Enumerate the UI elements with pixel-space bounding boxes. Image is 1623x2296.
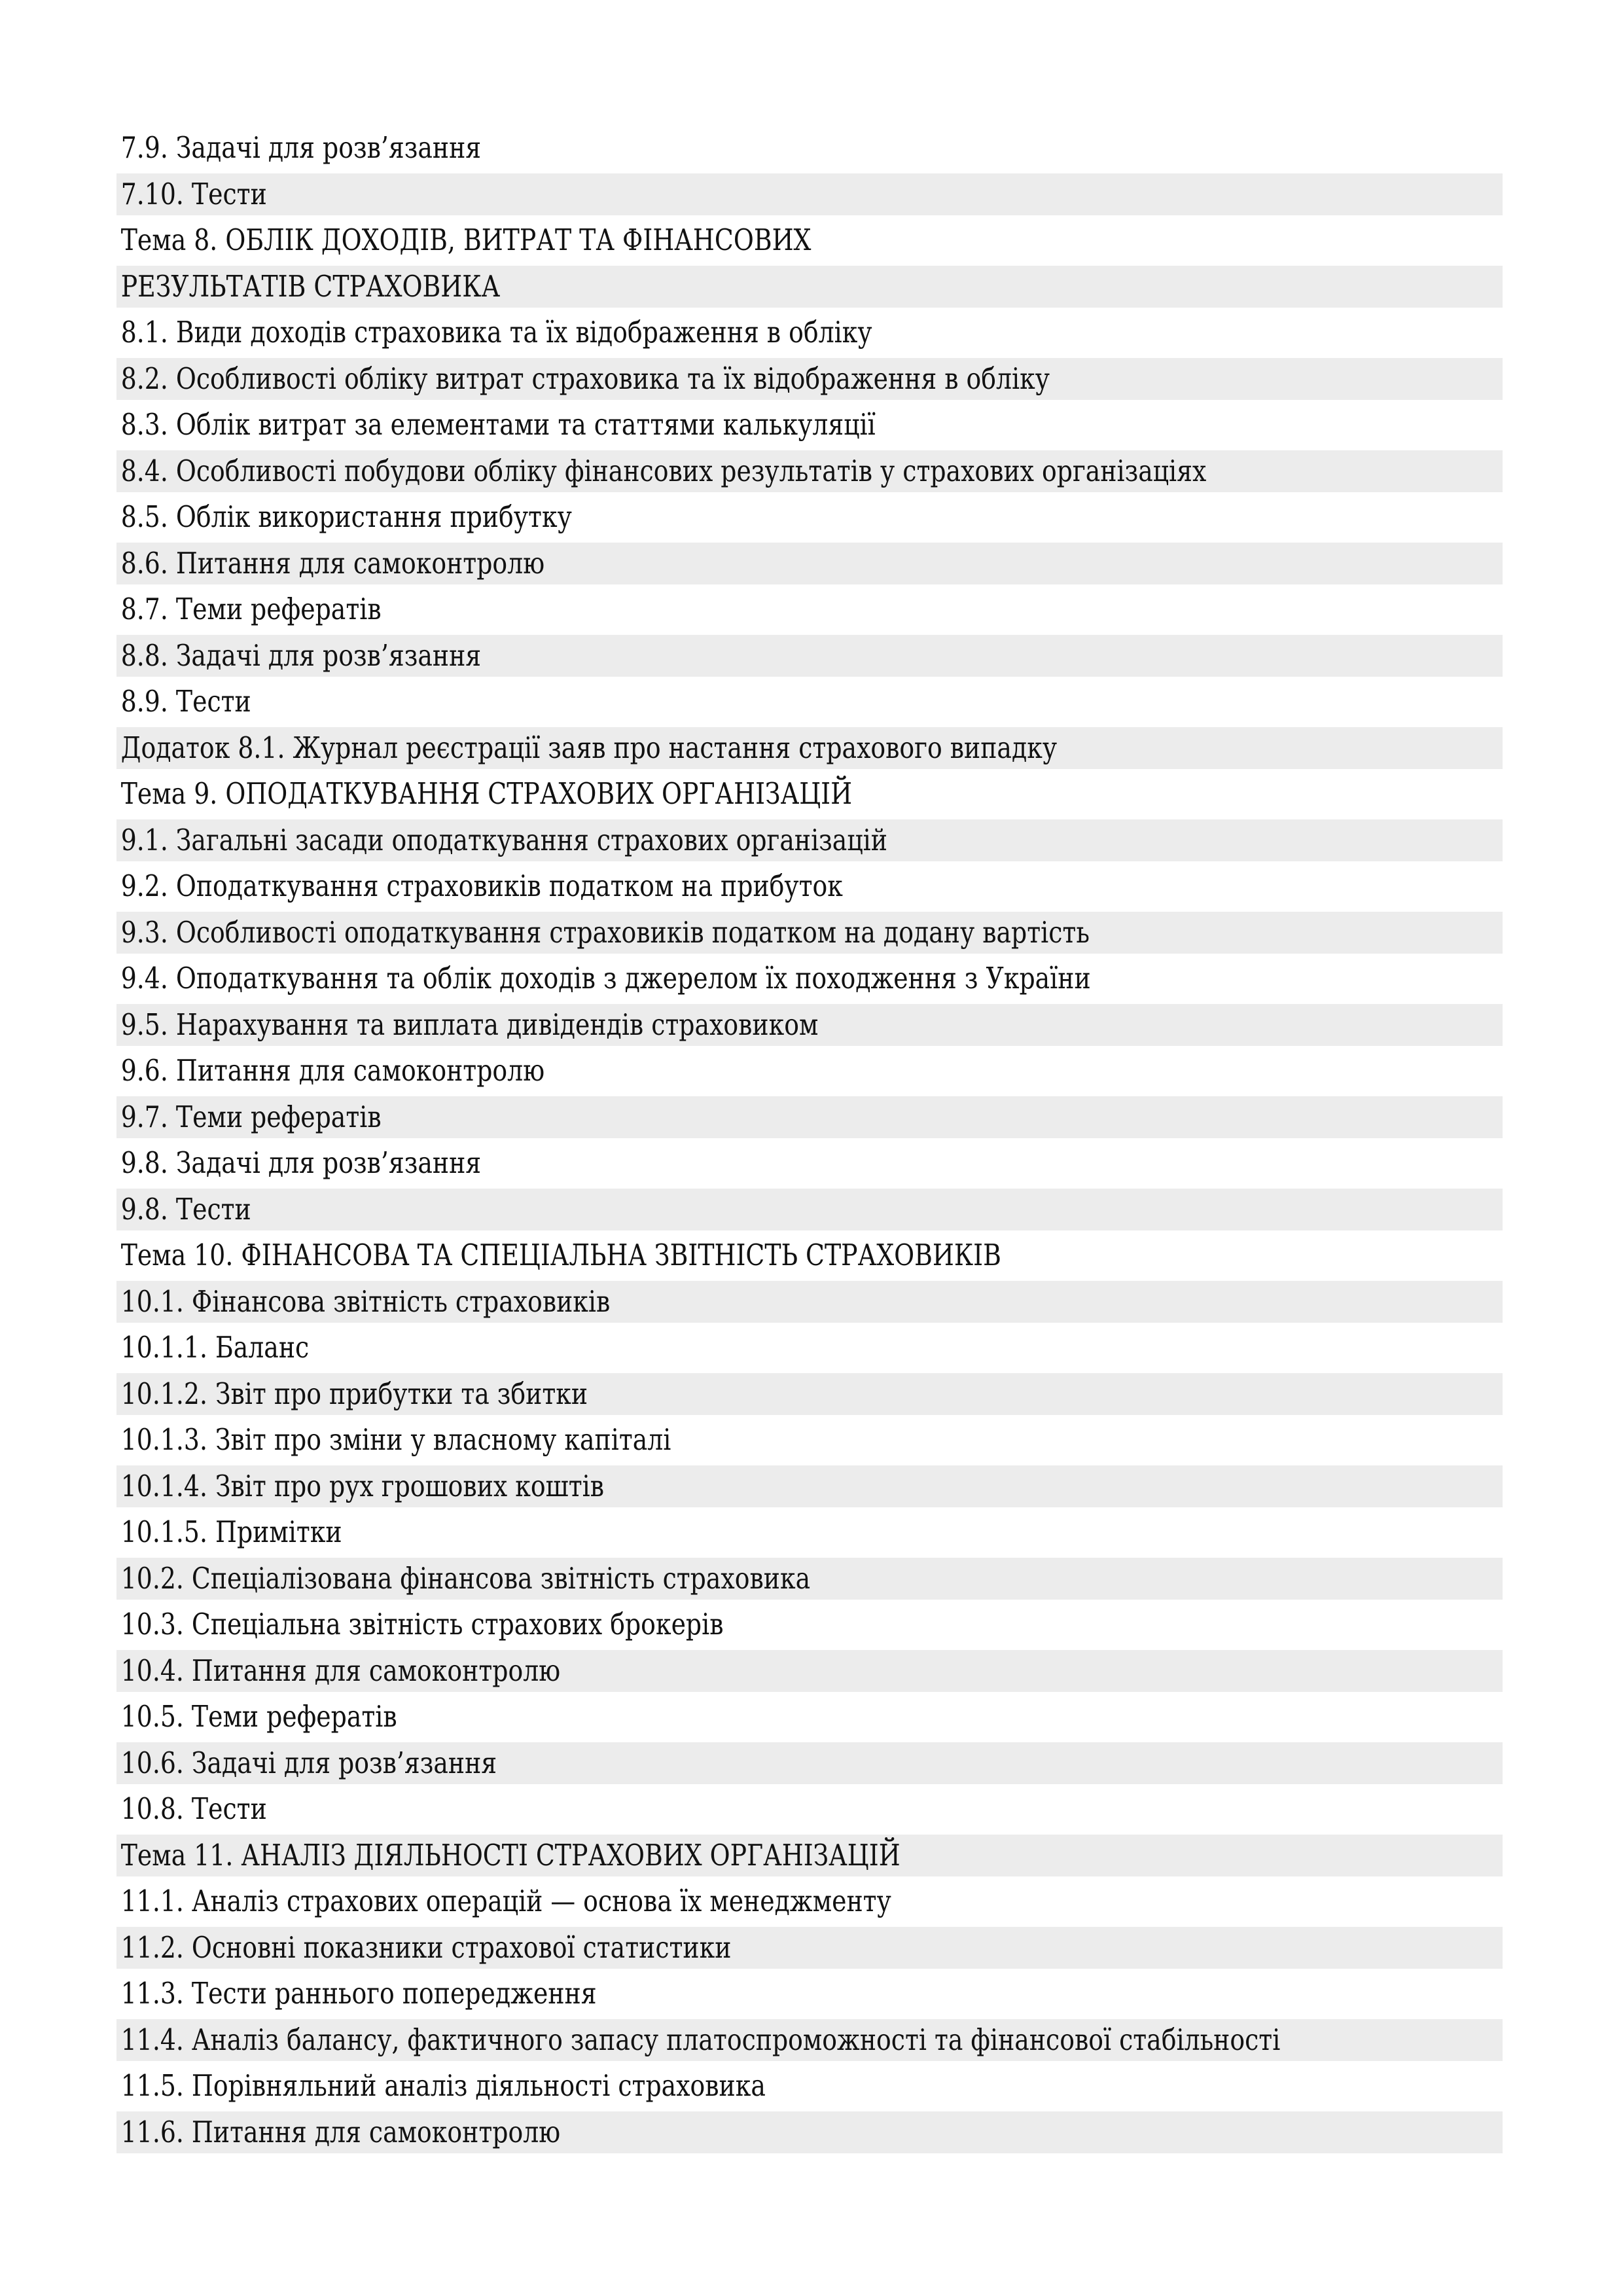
toc-entry-text: Додаток 8.1. Журнал реєстрації заяв про настання страхового випадку	[120, 730, 1058, 765]
toc-entry	[116, 543, 1503, 584]
toc-entry	[116, 1327, 1503, 1369]
table-of-contents	[116, 127, 1503, 2157]
toc-entry	[116, 173, 1503, 215]
toc-entry-text: 11.6. Питання для самоконтролю	[120, 2114, 561, 2149]
toc-entry	[116, 127, 1503, 169]
toc-entry	[116, 635, 1503, 677]
toc-entry-text: 11.5. Порівняльний аналіз діяльності страховика	[120, 2068, 766, 2103]
toc-entry	[116, 450, 1503, 492]
toc-entry-text: 8.9. Тести	[120, 684, 251, 719]
toc-entry-text: 11.1. Аналіз страхових операцій — основа їх менеджменту	[120, 1884, 891, 1918]
toc-entry-text: Тема 9. ОПОДАТКУВАННЯ СТРАХОВИХ ОРГАНІЗАЦІЙ	[120, 776, 853, 811]
toc-entry-text: 10.1.4. Звіт про рух грошових коштів	[120, 1468, 605, 1503]
toc-entry	[116, 1419, 1503, 1461]
toc-entry-text: 9.7. Теми рефератів	[120, 1099, 382, 1134]
toc-entry	[116, 1142, 1503, 1184]
toc-entry-text: 11.3. Тести раннього попередження	[120, 1976, 597, 2011]
toc-entry-text: 10.8. Тести	[120, 1791, 267, 1826]
toc-entry	[116, 312, 1503, 353]
toc-entry	[116, 1880, 1503, 1922]
toc-entry	[116, 496, 1503, 538]
toc-entry	[116, 1742, 1503, 1784]
toc-entry	[116, 727, 1503, 769]
toc-entry	[116, 266, 1503, 308]
toc-entry-text: 9.6. Питання для самоконтролю	[120, 1053, 545, 1088]
toc-entry-text: 10.4. Питання для самоконтролю	[120, 1653, 561, 1688]
toc-entry	[116, 1604, 1503, 1645]
toc-entry	[116, 1004, 1503, 1046]
toc-entry-text: 11.4. Аналіз балансу, фактичного запасу платоспроможності та фінансової стабільності	[120, 2022, 1281, 2057]
toc-entry-text: 10.1.2. Звіт про прибутки та збитки	[120, 1376, 588, 1411]
toc-entry-text: 8.6. Питання для самоконтролю	[120, 545, 545, 581]
toc-entry	[116, 2019, 1503, 2061]
toc-entry	[116, 958, 1503, 999]
toc-entry	[116, 404, 1503, 446]
toc-entry-text: Тема 10. ФІНАНСОВА ТА СПЕЦІАЛЬНА ЗВІТНІСТЬ СТРАХОВИКІВ	[120, 1238, 1001, 1272]
toc-entry	[116, 1096, 1503, 1138]
toc-entry-text: 10.2. Спеціалізована фінансова звітність страховика	[120, 1560, 811, 1596]
toc-entry-text: Тема 8. ОБЛІК ДОХОДІВ, ВИТРАТ ТА ФІНАНСОВИХ	[120, 223, 812, 257]
toc-entry-text: 9.8. Задачі для розв’язання	[120, 1145, 482, 1180]
toc-entry-text: 11.2. Основні показники страхової статистики	[120, 1929, 732, 1965]
toc-entry	[116, 912, 1503, 954]
toc-entry	[116, 681, 1503, 723]
toc-entry	[116, 1373, 1503, 1415]
toc-entry-text: 10.6. Задачі для розв’язання	[120, 1745, 497, 1780]
toc-entry	[116, 1835, 1503, 1876]
toc-entry	[116, 1465, 1503, 1507]
toc-entry	[116, 2111, 1503, 2153]
toc-entry-text: 9.2. Оподаткування страховиків податком на прибуток	[120, 869, 843, 903]
toc-entry	[116, 865, 1503, 907]
toc-entry-text: 8.7. Теми рефератів	[120, 592, 382, 626]
toc-entry	[116, 219, 1503, 261]
toc-entry	[116, 773, 1503, 815]
toc-entry	[116, 588, 1503, 630]
toc-entry	[116, 358, 1503, 400]
toc-entry-text: 10.1.5. Примітки	[120, 1515, 342, 1549]
toc-entry-text: 8.3. Облік витрат за елементами та статтями калькуляції	[120, 407, 876, 442]
toc-entry-text: 7.9. Задачі для розв’язання	[120, 130, 482, 165]
toc-entry	[116, 1281, 1503, 1323]
toc-entry	[116, 819, 1503, 861]
toc-entry	[116, 2065, 1503, 2107]
toc-entry	[116, 1558, 1503, 1600]
toc-entry-text: 10.1. Фінансова звітність страховиків	[120, 1283, 611, 1319]
toc-entry	[116, 1511, 1503, 1553]
toc-entry	[116, 1788, 1503, 1830]
toc-entry	[116, 1927, 1503, 1969]
toc-entry-text: 10.1.3. Звіт про зміни у власному капіталі	[120, 1422, 671, 1457]
toc-entry	[116, 1234, 1503, 1276]
toc-entry-text: 10.5. Теми рефератів	[120, 1699, 397, 1734]
toc-entry-text: РЕЗУЛЬТАТІВ СТРАХОВИКА	[120, 268, 501, 304]
toc-entry-text: 9.8. Тести	[120, 1191, 251, 1227]
toc-entry-text: 8.1. Види доходів страховика та їх відображення в обліку	[120, 315, 872, 350]
toc-entry-text: 9.1. Загальні засади оподаткування страхових організацій	[120, 822, 887, 857]
toc-entry-text: 9.5. Нарахування та виплата дивідендів страховиком	[120, 1007, 819, 1042]
toc-entry-text: 8.2. Особливості обліку витрат страховика та їх відображення в обліку	[120, 361, 1050, 396]
toc-entry	[116, 1973, 1503, 2015]
toc-entry	[116, 1650, 1503, 1692]
toc-entry-text: 10.3. Спеціальна звітність страхових брокерів	[120, 1607, 724, 1641]
toc-entry-text: 9.4. Оподаткування та облік доходів з джерелом їх походження з України	[120, 961, 1091, 996]
toc-entry-text: 8.5. Облік використання прибутку	[120, 499, 572, 534]
toc-entry-text: 8.4. Особливості побудови обліку фінансових результатів у страхових організаціях	[120, 453, 1207, 488]
toc-entry-text: 7.10. Тести	[120, 176, 267, 211]
toc-entry	[116, 1050, 1503, 1092]
toc-entry	[116, 1189, 1503, 1230]
toc-entry	[116, 1696, 1503, 1738]
toc-entry-text: 9.3. Особливості оподаткування страховиків податком на додану вартість	[120, 914, 1090, 950]
toc-entry-text: 10.1.1. Баланс	[120, 1330, 310, 1365]
toc-entry-text: Тема 11. АНАЛІЗ ДІЯЛЬНОСТІ СТРАХОВИХ ОРГАНІЗАЦІЙ	[120, 1837, 901, 1873]
toc-entry-text: 8.8. Задачі для розв’язання	[120, 637, 482, 673]
